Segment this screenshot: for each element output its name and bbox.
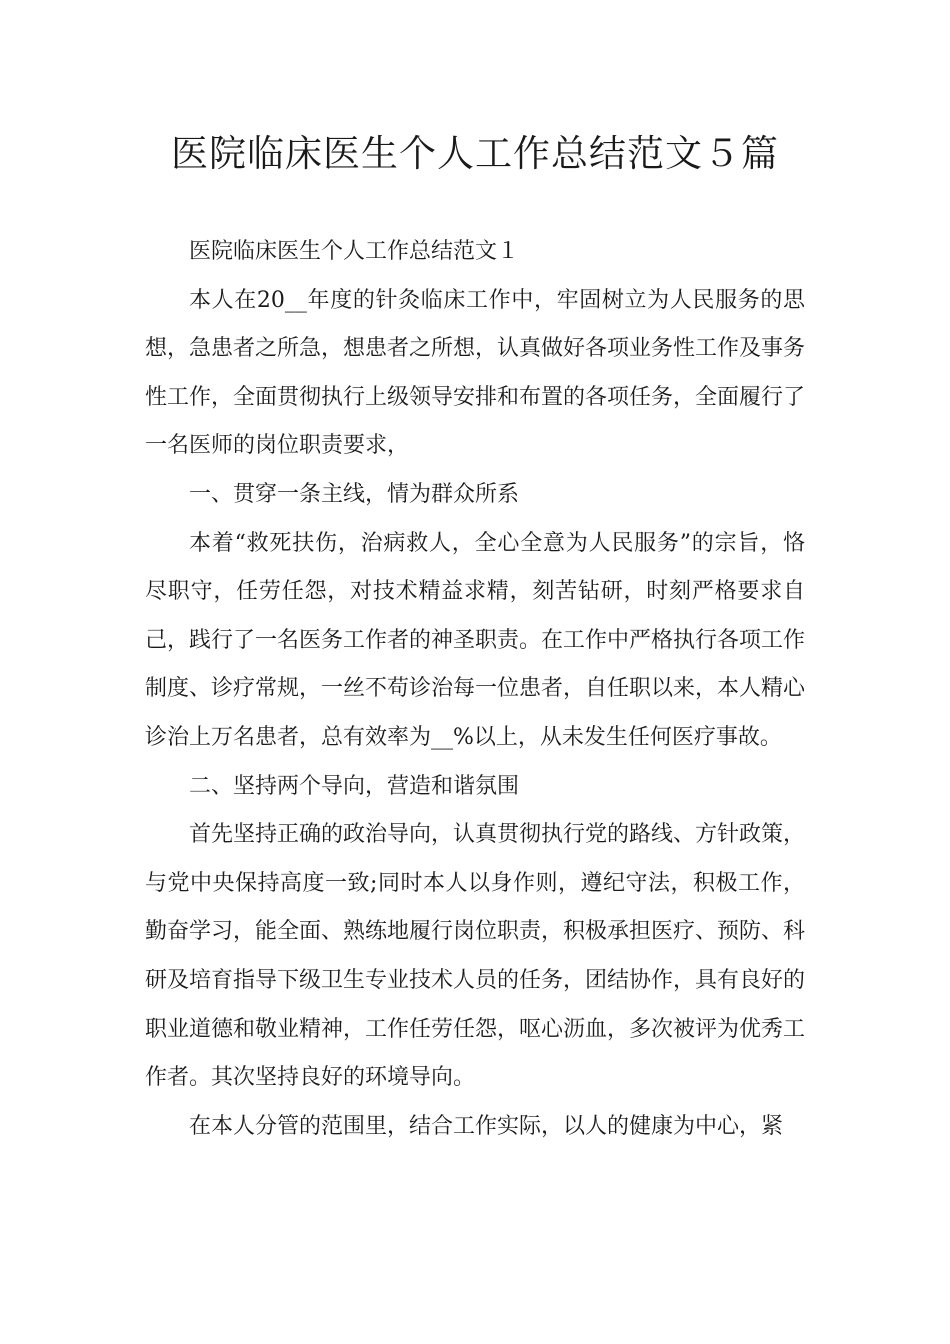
section-heading: 二、坚持两个导向，营造和谐氛围 <box>189 773 520 799</box>
section-heading: 一、贯穿一条主线，情为群众所系 <box>189 481 520 507</box>
document-body <box>145 228 805 1151</box>
paragraph: 在本人分管的范围里，结合工作实际，以人的健康为中心，紧 <box>189 1113 784 1139</box>
paragraph: 本人在20__年度的针灸临床工作中，牢固树立为人民服务的思想，急患者之所急，想患者之所想，认真做好各项业务性工作及事务性工作，全面贯彻执行上级领导安排和布置的各项任务，全面履行了一名医师的岗位职责要求， <box>145 287 806 459</box>
paragraph: 首先坚持正确的政治导向，认真贯彻执行党的路线、方针政策，与党中央保持高度一致;同时本人以身作则，遵纪守法，积极工作，勤奋学习，能全面、熟练地履行岗位职责，积极承担医疗、预防、科研及培育指导下级卫生专业技术人员的任务，团结协作，具有良好的职业道德和敬业精神，工作任劳任怨，呕心沥血，多次被评为优秀工作者。其次坚持良好的环境导向。 <box>145 822 806 1091</box>
paragraph: 本着“救死扶伤，治病救人，全心全意为人民服务”的宗旨，恪尽职守，任劳任怨，对技术精益求精，刻苦钻研，时刻严格要求自己，践行了一名医务工作者的神圣职责。在工作中严格执行各项工作制度、诊疗常规，一丝不苟诊治每一位患者，自任职以来，本人精心诊治上万名患者，总有效率为__%以上，从未发生任何医疗事故。 <box>145 530 806 750</box>
section-heading: 医院临床医生个人工作总结范文１ <box>189 239 520 264</box>
document-title: 医院临床医生个人工作总结范文５篇 <box>171 132 779 175</box>
